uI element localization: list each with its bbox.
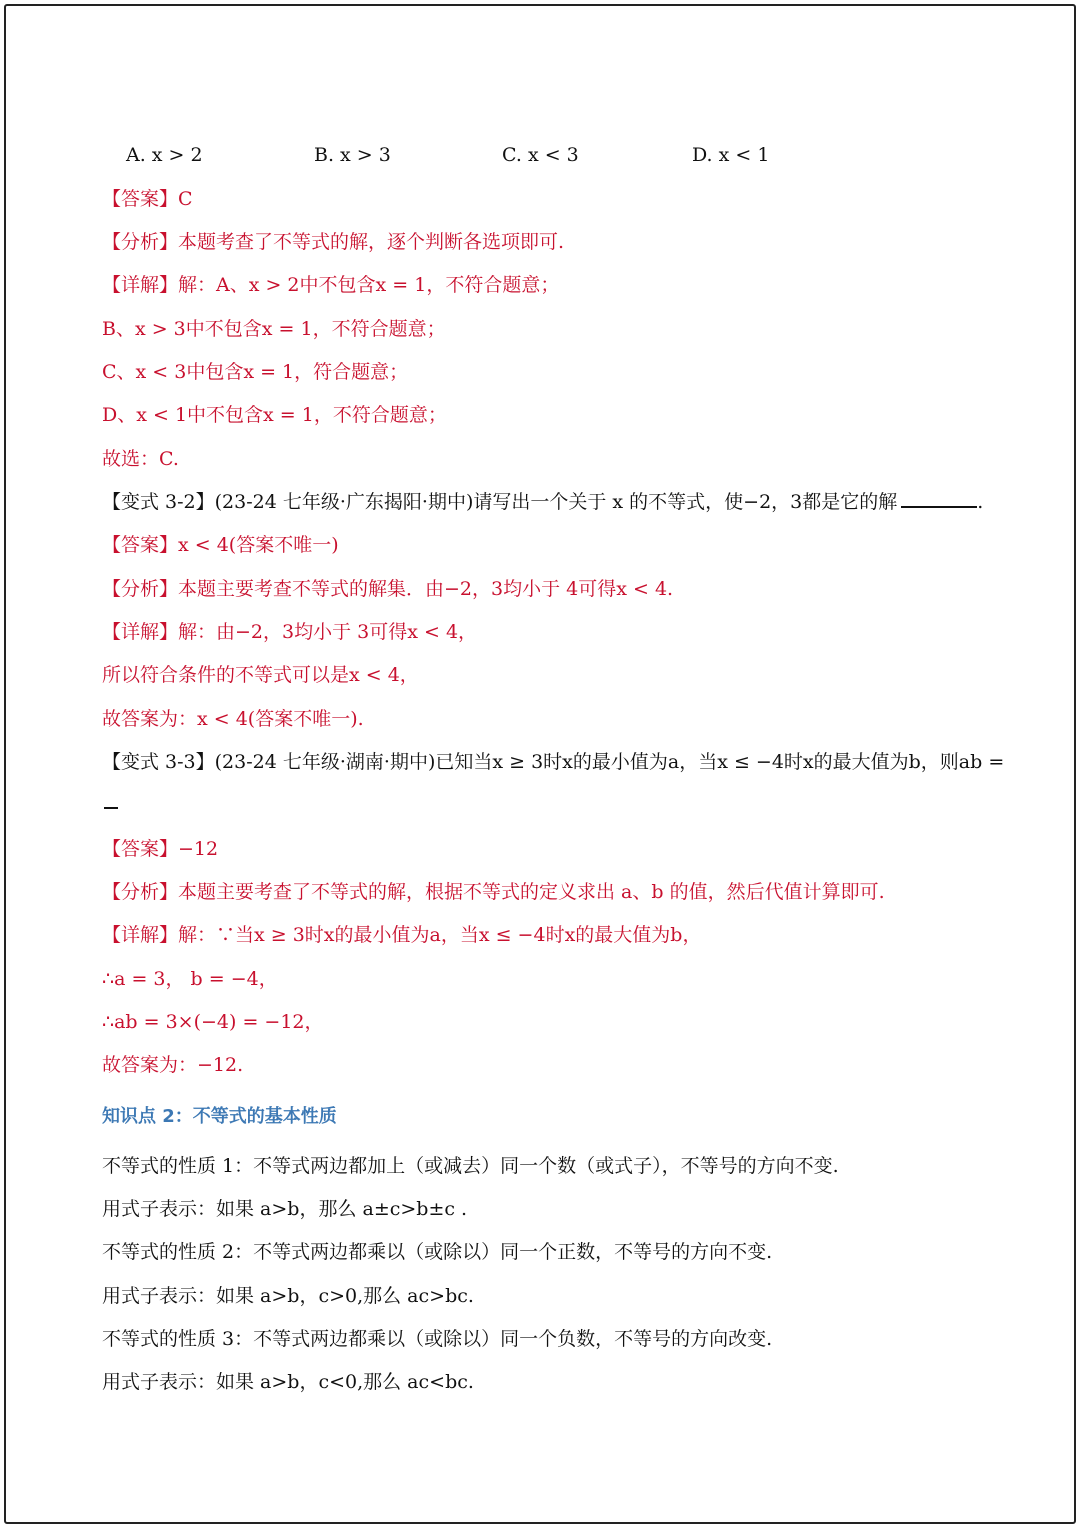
knowledge-line: 不等式的性质 1：不等式两边都加上（或减去）同一个数（或式子），不等号的方向不变. [102, 1155, 839, 1177]
q33-detail-2: ∴a = 3， b = −4， [102, 968, 278, 990]
q32-question [102, 489, 983, 515]
q31-detail-3: C、x < 3中包含x = 1，符合题意； [102, 361, 409, 383]
q33-question: 【变式 3-3】(23-24 七年级·湖南·期中)已知当x ≥ 3时x的最小值为a，当x ≤ −4时x的最大值为b，则ab = [102, 751, 1005, 773]
q32-analysis: 【分析】本题主要考查不等式的解集．由−2，3均小于 4可得x < 4. [102, 578, 674, 600]
q33-analysis: 【分析】本题主要考查了不等式的解，根据不等式的定义求出 a、b 的值，然后代值计算即可. [102, 881, 885, 903]
q32-answer: 【答案】x < 4(答案不唯一) [102, 534, 339, 556]
knowledge-heading: 知识点 2：不等式的基本性质 [102, 1106, 337, 1127]
option-c: C. x < 3 [502, 144, 579, 166]
option-b: B. x > 3 [314, 144, 391, 166]
knowledge-line: 用式子表示：如果 a>b，那么 a±c>b±c . [102, 1198, 468, 1220]
q31-detail-2: B、x > 3中不包含x = 1，不符合题意； [102, 318, 446, 340]
knowledge-line: 不等式的性质 2：不等式两边都乘以（或除以）同一个正数，不等号的方向不变. [102, 1241, 773, 1263]
option-a: A. x > 2 [126, 144, 203, 166]
q33-detail-1: 【详解】解：∵当x ≥ 3时x的最小值为a，当x ≤ −4时x的最大值为b， [102, 924, 702, 946]
q31-answer: 【答案】C [102, 188, 193, 210]
knowledge-line: 不等式的性质 3：不等式两边都乘以（或除以）同一个负数，不等号的方向改变. [102, 1328, 773, 1350]
q31-conclusion: 故选：C. [102, 448, 179, 470]
q31-detail-4: D、x < 1中不包含x = 1，不符合题意； [102, 404, 447, 426]
document-page [4, 4, 1076, 1524]
q31-detail-1: 【详解】解：A、x > 2中不包含x = 1，不符合题意； [102, 274, 560, 296]
q32-detail-2: 所以符合条件的不等式可以是x < 4， [102, 664, 419, 686]
q33-conclusion: 故答案为：−12. [102, 1054, 244, 1076]
q32-end-mark: . [977, 491, 984, 513]
knowledge-line: 用式子表示：如果 a>b，c>0,那么 ac>bc. [102, 1285, 474, 1307]
q32-question-text: 【变式 3-2】(23-24 七年级·广东揭阳·期中)请写出一个关于 x 的不等式，使−2，3都是它的解 [102, 491, 898, 513]
q31-analysis: 【分析】本题考查了不等式的解，逐个判断各选项即可. [102, 231, 565, 253]
option-d: D. x < 1 [692, 144, 770, 166]
answer-blank-short [104, 807, 118, 809]
q33-detail-3: ∴ab = 3×(−4) = −12， [102, 1011, 324, 1033]
q32-detail-1: 【详解】解：由−2，3均小于 3可得x < 4， [102, 621, 478, 643]
knowledge-line: 用式子表示：如果 a>b，c<0,那么 ac<bc. [102, 1371, 474, 1393]
q33-answer: 【答案】−12 [102, 838, 219, 860]
answer-blank [901, 492, 977, 508]
q32-conclusion: 故答案为：x < 4(答案不唯一). [102, 708, 364, 730]
